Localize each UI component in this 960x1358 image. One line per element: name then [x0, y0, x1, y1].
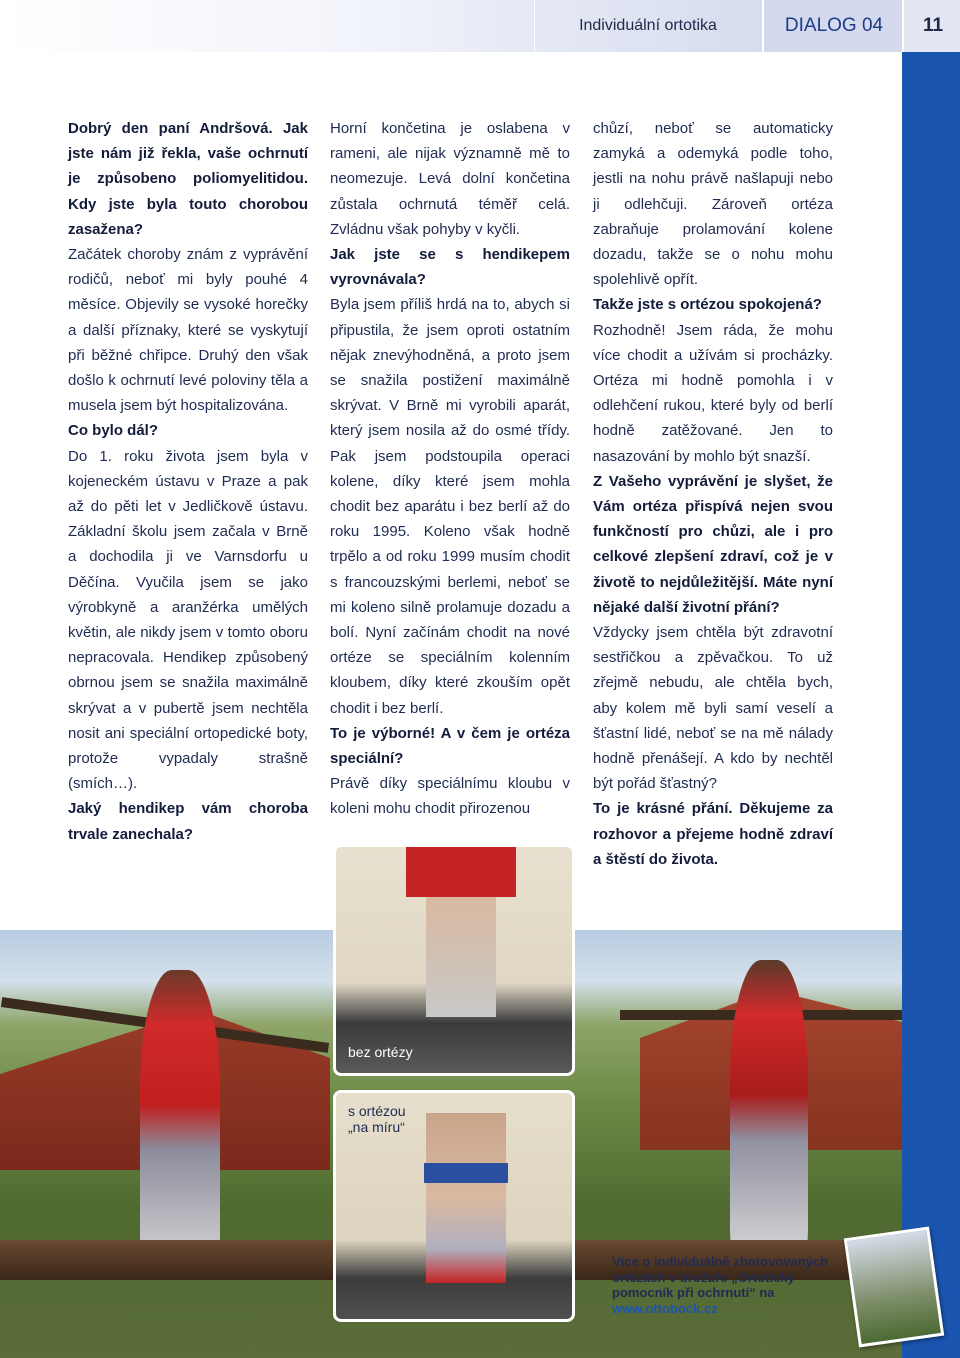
interview-answer: Byla jsem příliš hrdá na to, abych si připustila, že jsem oproti ostatním nějak znevýhodněná, a proto jsem se snažila postižení maximálně skrývat. V Brně mi vyrobili aparát, který jsem nosila až do osmé třídy. Pak jsem podstoupila operaci kolene, díky které jsem mohla chodit bez aparátu i bez berlí až do roku 1995. Koleno však hodně trpělo a od roku 1999 musím chodit s francouzskými berlemi, neboť se mi koleno silně prolamuje dozadu a bolí. Nyní začínám chodit na nové ortéze se speciálním kolenním kloubem, díky které zkouším opět chodit i bez berlí. [330, 296, 570, 717]
woman-figure-right [730, 960, 808, 1260]
label-with-orthosis-1: s ortézou [348, 1103, 406, 1119]
article-column-2 [330, 116, 570, 822]
side-color-bar [902, 52, 960, 1358]
leg-photo-without-orthosis [333, 844, 575, 1076]
interview-question: To je krásné přání. Děkujeme za rozhovor a přejeme hodně zdraví a štěstí do života. [593, 800, 833, 868]
woman-figure-left [140, 970, 220, 1270]
page-header [0, 0, 960, 52]
leg-photo-with-orthosis [333, 1090, 575, 1322]
interview-answer: Horní končetina je oslabena v rameni, ale nijak významně mě to neomezuje. Levá dolní končetina zůstala ochrnutá téměř celá. Zvládnu však pohyby v kyčli. [330, 120, 570, 238]
interview-answer: chůzí, neboť se automaticky zamyká a odemyká podle toho, jestli na nohu právě našlapuji nebo ji odlehčuji. Zároveň ortéza zabraňuje prolamování kolene dozadu, takže se o nohu mohu spolehlivě opřít. [593, 120, 833, 289]
magazine-title: DIALOG 04 [762, 0, 904, 52]
leg-with-orthosis [426, 1113, 506, 1283]
orthosis-strap [424, 1163, 508, 1183]
interview-question: To je výborné! A v čem je ortéza speciální? [330, 724, 570, 768]
label-with-orthosis-2: „na míru“ [348, 1119, 405, 1135]
interview-question: Dobrý den paní Andršová. Jak jste nám již řekla, vaše ochrnutí je způsobeno poliomyelitidou. Kdy jste byla touto chorobou zasažena? [68, 120, 308, 238]
article-column-1 [68, 116, 308, 847]
legs [426, 897, 496, 1017]
interview-answer: Do 1. roku života jsem byla v kojeneckém ústavu v Praze a pak až do pěti let v Jedličkově ústavu. Základní školu jsem začala v Brně a dochodila ji ve Varnsdorfu u Děčína. Vyučila jsem se jako výrobkyně a aranžérka umělých květin, ale nikdy jsem v tomto oboru nepracovala. Hendikep způsobený obrnou jsem se snažila maximálně skrývat a v pubertě jsem nechtěla nosit ani speciální ortopedické boty, protože vypadaly strašně (smích…). [68, 447, 308, 793]
interview-answer: Vždycky jsem chtěla být zdravotní sestřičkou a zpěvačkou. To už zřejmě nebudu, ale chtěla bych, aby kolem mě byli samí veselí a šťastní lidé, neboť se na mě nálady hodně přenášejí. A kdo by nechtěl být pořád šťastný? [593, 624, 833, 793]
brochure-cover-image [844, 1227, 944, 1348]
interview-answer: Rozhodně! Jsem ráda, že mohu více chodit a užívám si procházky. Ortéza mi hodně pomohla i v odlehčení rukou, které byly od berlí hodně zatěžované. Jen to nasazování by mohlo být snazší. [593, 321, 833, 465]
section-title: Individuální ortotika [534, 0, 761, 52]
interview-question: Jaký hendikep vám choroba trvale zanechala? [68, 800, 308, 843]
interview-question: Jak jste se s hendikepem vyrovnávala? [330, 246, 570, 289]
interview-question: Takže jste s ortézou spokojená? [593, 296, 822, 314]
interview-question: Z Vašeho vyprávění je slyšet, že Vám ortéza přispívá nejen svou funkčností pro chůzi, ale i pro celkové zlepšení zdraví, což je v životě to nejdůležitější. Máte nyní nějaké další životní přání? [593, 472, 833, 616]
article-column-3 [593, 116, 833, 872]
page-number: 11 [902, 0, 960, 52]
brochure-promo [612, 1254, 852, 1316]
red-shorts [406, 847, 516, 897]
interview-answer: Právě díky speciálnímu kloubu v koleni mohu chodit přirozenou [330, 775, 570, 818]
interview-answer: Začátek choroby znám z vyprávění rodičů, neboť mi byly pouhé 4 měsíce. Objevily se vysoké horečky a další příznaky, které se vyskytují při běžné chřipce. Druhý den však došlo k ochrnutí levé poloviny těla a musela jsem být hospitalizována. [68, 246, 308, 415]
label-without-orthosis: bez ortézy [348, 1044, 413, 1060]
promo-line-3: pomocník při ochrnutí“ na [612, 1285, 775, 1300]
promo-line-2: ortézách v brožuře „Ortotický [612, 1269, 795, 1285]
promo-line-1: Více o individuálně zhotovovaných [612, 1254, 828, 1269]
interview-question: Co bylo dál? [68, 422, 158, 440]
promo-link[interactable]: www.ottobock.cz [612, 1300, 718, 1316]
